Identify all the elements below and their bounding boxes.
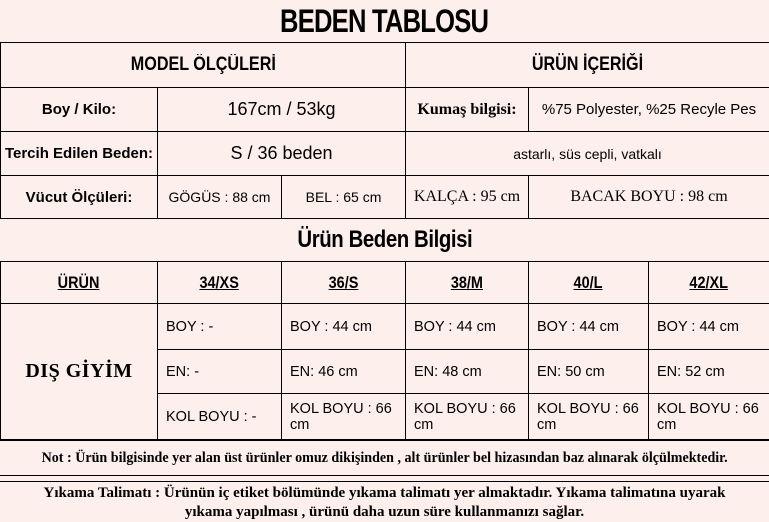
length-38m: BOY : 44 cm bbox=[406, 304, 529, 350]
length-34xs: BOY : - bbox=[158, 304, 282, 350]
size-column-38m bbox=[406, 262, 529, 304]
page-title-bar bbox=[0, 0, 769, 42]
washing-instructions-text: Yıkama Talimatı : Ürünün iç etiket bölümünde yıkama talimatı yer almaktadır. Yıkama talimatına uyarak yıkama yapılması , ürünü daha uzun süre kullanmanızı sağlar. bbox=[43, 484, 726, 520]
height-weight-value: 167cm / 53kg bbox=[158, 88, 406, 132]
size-column-34xs-label: 34/XS bbox=[199, 272, 240, 292]
length-measurements-row bbox=[1, 304, 769, 350]
preferred-size-label: Tercih Edilen Beden: bbox=[1, 132, 158, 176]
size-column-product bbox=[1, 262, 158, 304]
fabric-info-label: Kumaş bilgisi: bbox=[406, 88, 529, 132]
body-measurements-label: Vücut Ölçüleri: bbox=[1, 176, 158, 219]
length-40l: BOY : 44 cm bbox=[529, 304, 649, 350]
model-table-header-row bbox=[1, 43, 769, 88]
width-36s: EN: 46 cm bbox=[282, 350, 406, 394]
size-column-40l bbox=[529, 262, 649, 304]
size-table-header-row bbox=[1, 262, 769, 304]
length-42xl: BOY : 44 cm bbox=[649, 304, 769, 350]
fabric-info-value: %75 Polyester, %25 Recyle Pes bbox=[529, 88, 769, 132]
width-40l: EN: 50 cm bbox=[529, 350, 649, 394]
product-features-value: astarlı, süs cepli, vatkalı bbox=[406, 132, 769, 176]
body-measurements-row bbox=[1, 176, 769, 219]
size-column-42xl bbox=[649, 262, 769, 304]
sleeve-40l: KOL BOYU : 66 cm bbox=[529, 394, 649, 440]
model-info-table bbox=[0, 42, 769, 219]
outerwear-label: DIŞ GİYİM bbox=[1, 304, 158, 440]
sleeve-36s: KOL BOYU : 66 cm bbox=[282, 394, 406, 440]
hip-value: KALÇA : 95 cm bbox=[406, 176, 529, 219]
measurement-note bbox=[0, 440, 769, 476]
preferred-size-value: S / 36 beden bbox=[158, 132, 406, 176]
model-measurements-header-label: MODEL ÖLÇÜLERİ bbox=[130, 54, 276, 75]
chest-value: GÖGÜS : 88 cm bbox=[158, 176, 282, 219]
width-38m: EN: 48 cm bbox=[406, 350, 529, 394]
size-column-36s bbox=[282, 262, 406, 304]
size-column-product-label: ÜRÜN bbox=[58, 272, 100, 292]
size-column-42xl-label: 42/XL bbox=[689, 272, 729, 292]
product-content-header-label: ÜRÜN İÇERİĞİ bbox=[531, 54, 644, 75]
sleeve-38m: KOL BOYU : 66 cm bbox=[406, 394, 529, 440]
product-size-table bbox=[0, 261, 769, 440]
size-column-34xs bbox=[158, 262, 282, 304]
length-36s: BOY : 44 cm bbox=[282, 304, 406, 350]
washing-instructions-note bbox=[0, 481, 769, 522]
sleeve-34xs: KOL BOYU : - bbox=[158, 394, 282, 440]
product-content-header bbox=[406, 43, 769, 88]
waist-value: BEL : 65 cm bbox=[282, 176, 406, 219]
width-34xs: EN: - bbox=[158, 350, 282, 394]
size-column-36s-label: 36/S bbox=[328, 272, 359, 292]
sleeve-42xl: KOL BOYU : 66 cm bbox=[649, 394, 769, 440]
measurement-note-text: Not : Ürün bilgisinde yer alan üst ürünler omuz dikişinden , alt ürünler bel hizasından baz alınarak ölçülmektedir. bbox=[41, 449, 728, 466]
height-weight-row bbox=[1, 88, 769, 132]
preferred-size-row bbox=[1, 132, 769, 176]
page-title: BEDEN TABLOSU bbox=[280, 2, 489, 39]
leg-length-value: BACAK BOYU : 98 cm bbox=[529, 176, 769, 219]
product-size-title: Ürün Beden Bilgisi bbox=[297, 226, 472, 253]
size-column-40l-label: 40/L bbox=[574, 272, 603, 292]
product-size-title-bar bbox=[0, 219, 769, 261]
model-measurements-header bbox=[1, 43, 406, 88]
size-column-38m-label: 38/M bbox=[450, 272, 484, 292]
width-42xl: EN: 52 cm bbox=[649, 350, 769, 394]
height-weight-label: Boy / Kilo: bbox=[1, 88, 158, 132]
